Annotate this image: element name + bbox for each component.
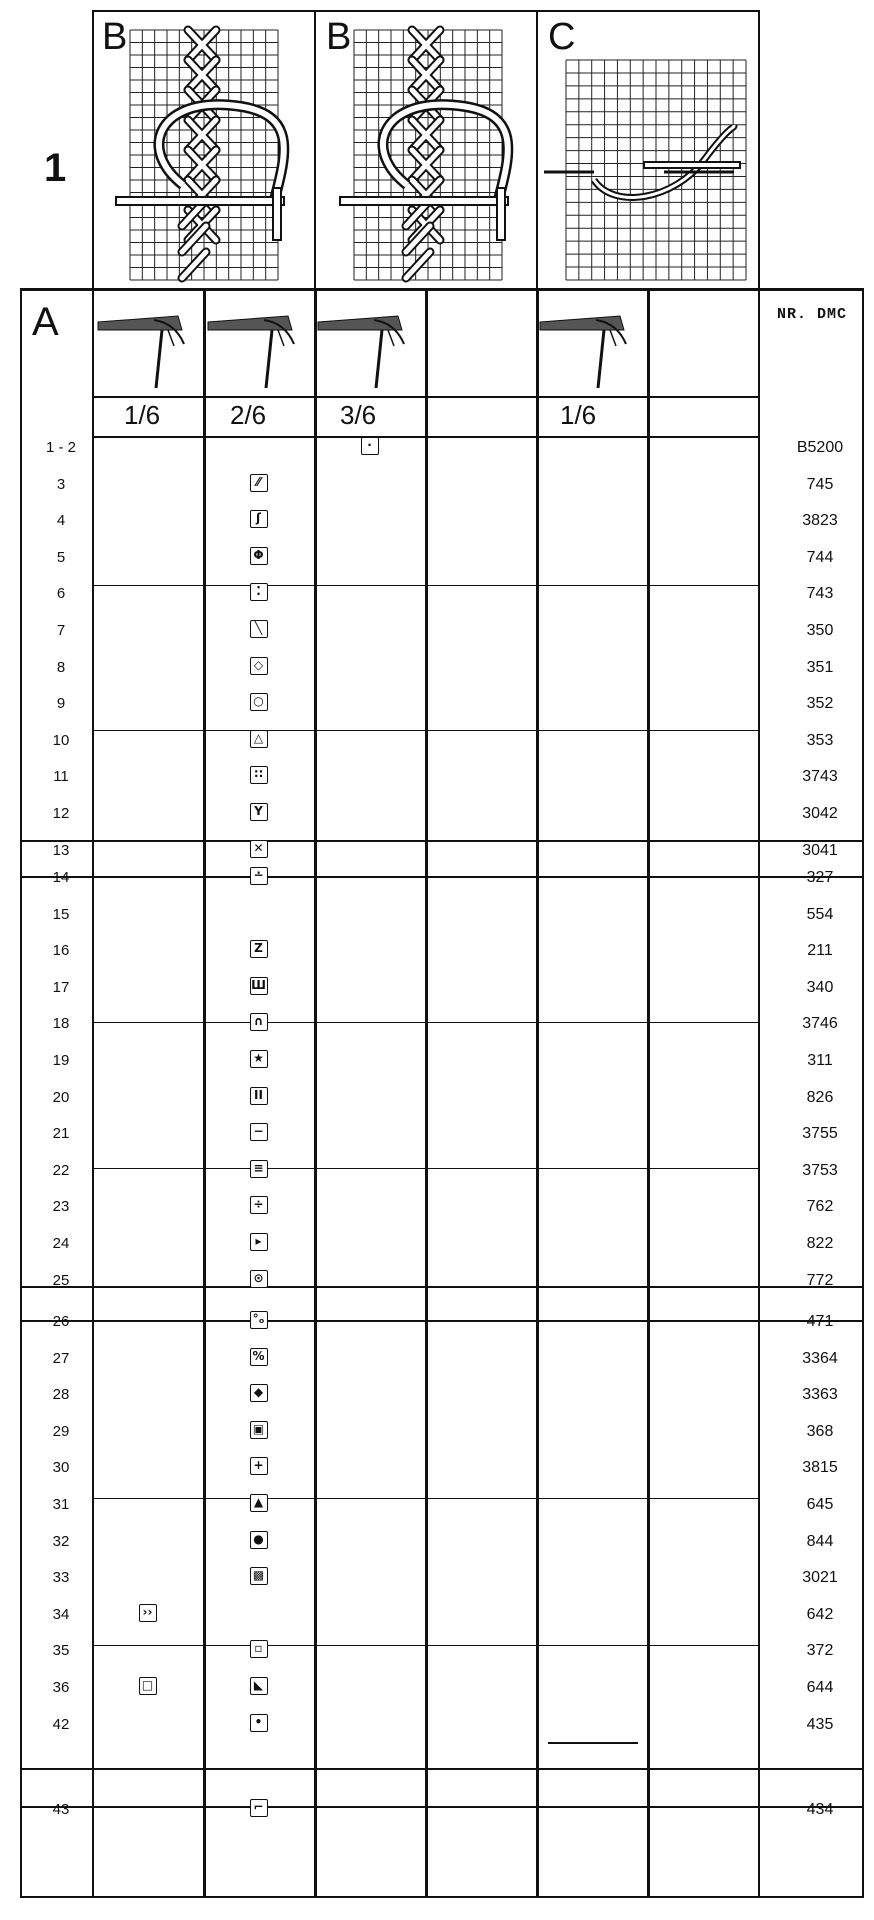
dmc-number: 822 (806, 1235, 834, 1252)
stitch-symbol: △ (250, 730, 268, 748)
row-number: 8 (56, 658, 66, 676)
row-number: 43 (52, 1801, 70, 1818)
row-number: 6 (56, 585, 66, 603)
dmc-number: 642 (806, 1605, 834, 1623)
grid-line (92, 436, 758, 438)
dmc-number: 434 (806, 1801, 834, 1818)
dmc-number: 744 (806, 548, 834, 566)
dmc-number: 3363 (802, 1386, 838, 1404)
dmc-column-header: NR. DMC (776, 306, 847, 323)
row-number: 30 (52, 1459, 70, 1477)
row-number: 14 (52, 869, 70, 886)
stitch-symbol: II (250, 1087, 268, 1105)
stitch-symbol: ╲ (250, 620, 268, 638)
grid-line (20, 288, 22, 1898)
cross-stitch-diagram-2 (340, 30, 508, 280)
row-number: 1 - 2 (45, 439, 76, 456)
dmc-number: 353 (806, 731, 834, 749)
row-number: 4 (56, 512, 66, 530)
stitch-symbol: ○ (250, 693, 268, 711)
stitch-symbol: ▲ (250, 1494, 268, 1512)
row-number: 18 (52, 1015, 70, 1033)
grid-line (536, 10, 538, 290)
grid-line (92, 288, 94, 1898)
row-number: 32 (52, 1532, 70, 1550)
grid-line (548, 1742, 638, 1744)
dmc-number: 3743 (802, 768, 838, 786)
dmc-number: 471 (806, 1313, 834, 1330)
stitch-symbol: ▩ (250, 1567, 268, 1585)
grid-line (536, 288, 539, 1898)
row-number: 7 (56, 622, 66, 639)
dmc-number: 745 (806, 475, 834, 493)
row-number: 29 (52, 1422, 70, 1440)
grid-line (314, 10, 316, 290)
grid-line (647, 288, 650, 1898)
row-number: 10 (52, 731, 70, 749)
strand-col-5: 1/6 (560, 400, 597, 430)
stitch-symbol: ÷ (250, 1196, 268, 1214)
row-number: 36 (52, 1679, 70, 1696)
section-label: A (32, 300, 59, 344)
stitch-symbol: • (250, 1714, 268, 1732)
row-number: 24 (52, 1235, 70, 1252)
grid-line (92, 1645, 758, 1646)
dmc-number: 368 (806, 1422, 834, 1440)
stitch-symbol: ʃ (250, 510, 268, 528)
needle-col-1 (98, 316, 184, 388)
diagram-1-label: B (102, 16, 128, 58)
row-number: 16 (52, 942, 70, 960)
dmc-number: 772 (806, 1271, 834, 1289)
row-number: 12 (52, 805, 70, 822)
grid-line (92, 1168, 758, 1169)
stitch-symbol: ⁄⁄ (250, 474, 268, 492)
dmc-number: 327 (806, 869, 834, 886)
dmc-number: 3746 (802, 1015, 838, 1033)
stitch-symbol: □ (139, 1677, 157, 1695)
stitch-symbol: Φ (250, 547, 268, 565)
grid-line (314, 288, 317, 1898)
stitch-symbol: ∷ (250, 766, 268, 784)
grid-line (92, 10, 94, 290)
dmc-number: 3823 (802, 512, 838, 530)
stitch-symbol: ∩ (250, 1013, 268, 1031)
dmc-number: 211 (807, 942, 833, 960)
stitch-symbol: Y (250, 803, 268, 821)
grid-line (758, 288, 760, 1898)
row-number: 34 (52, 1605, 70, 1623)
grid-line (20, 288, 862, 291)
dmc-number: 372 (806, 1642, 834, 1660)
stitch-symbol: ⁚ (250, 583, 268, 601)
strand-col-1: 1/6 (124, 400, 161, 430)
dmc-number: 3021 (802, 1569, 838, 1587)
stitch-symbol: Ш (250, 977, 268, 995)
grid-line (92, 1498, 758, 1499)
stitch-symbol: ◆ (250, 1384, 268, 1402)
row-number: 11 (53, 768, 69, 786)
stitch-symbol: ◣ (250, 1677, 268, 1695)
dmc-number: 844 (806, 1532, 834, 1550)
grid-line (20, 1286, 862, 1288)
dmc-number: 762 (806, 1198, 834, 1216)
page-number: 1 (44, 146, 67, 190)
stitch-symbol: ◇ (250, 657, 268, 675)
grid-line (20, 1768, 862, 1770)
cross-stitch-diagram-1 (116, 30, 284, 280)
grid-line (20, 1896, 862, 1898)
row-number: 27 (52, 1349, 70, 1367)
row-number: 3 (56, 475, 66, 493)
grid-line (20, 840, 862, 842)
grid-line (92, 585, 758, 586)
row-number: 21 (52, 1125, 70, 1143)
needle-col-2 (208, 316, 294, 388)
dmc-number: 3815 (802, 1459, 838, 1477)
row-number: 26 (52, 1313, 70, 1330)
row-number: 42 (52, 1715, 70, 1733)
dmc-number: 644 (806, 1679, 834, 1696)
grid-line (20, 1806, 862, 1808)
dmc-number: 743 (806, 585, 834, 603)
stitch-symbol: − (250, 1123, 268, 1141)
backstitch-diagram (544, 60, 746, 280)
dmc-number: 826 (806, 1088, 834, 1106)
dmc-number: 3364 (802, 1349, 838, 1367)
dmc-number: 3041 (802, 841, 838, 859)
needle-illustrations (0, 300, 874, 420)
stitch-symbol: ▸ (250, 1233, 268, 1251)
row-number: 15 (52, 905, 70, 923)
grid-line (92, 396, 758, 398)
row-number: 5 (56, 548, 66, 566)
diagram-3-label: C (548, 16, 576, 58)
row-number: 13 (52, 841, 70, 859)
dmc-number: 3042 (802, 805, 838, 822)
row-number: 9 (56, 695, 66, 713)
strand-col-2: 2/6 (230, 400, 267, 430)
diagram-2-label: B (326, 16, 352, 58)
row-number: 25 (52, 1271, 70, 1289)
needle-col-5 (540, 316, 626, 388)
dmc-number: 351 (806, 658, 834, 676)
row-number: 33 (52, 1569, 70, 1587)
stitch-symbol: Z (250, 940, 268, 958)
grid-line (425, 288, 428, 1898)
grid-line (758, 10, 760, 290)
stitch-symbol: ⌐ (250, 1799, 268, 1817)
row-number: 23 (52, 1198, 70, 1216)
dmc-number: 435 (806, 1715, 834, 1733)
grid-line (20, 1320, 862, 1322)
row-number: 31 (52, 1496, 70, 1513)
grid-line (92, 730, 758, 731)
grid-line (92, 1022, 758, 1023)
stitch-symbol: ›› (139, 1604, 157, 1622)
dmc-number: B5200 (796, 439, 844, 456)
dmc-number: 3753 (802, 1161, 838, 1179)
dmc-number: 340 (806, 978, 834, 996)
row-number: 17 (52, 978, 70, 996)
stitch-symbol: ⊙ (250, 1270, 268, 1288)
stitch-diagrams (0, 0, 874, 290)
stitch-symbol: °ₒ (250, 1311, 268, 1329)
stitch-symbol: ● (250, 1531, 268, 1549)
dmc-number: 350 (806, 622, 834, 639)
dmc-number: 352 (806, 695, 834, 713)
row-number: 28 (52, 1386, 70, 1404)
stitch-symbol: ≡ (250, 1160, 268, 1178)
dmc-number: 554 (806, 905, 834, 923)
row-number: 19 (52, 1052, 70, 1069)
stitch-symbol: ★ (250, 1050, 268, 1068)
dmc-number: 645 (806, 1496, 834, 1513)
stitch-symbol: · (361, 437, 379, 455)
stitch-symbol: ▣ (250, 1421, 268, 1439)
stitch-symbol: ✕ (250, 840, 268, 858)
grid-line (20, 876, 862, 878)
strand-col-3: 3/6 (340, 400, 377, 430)
row-number: 20 (52, 1088, 70, 1106)
stitch-symbol: ∸ (250, 867, 268, 885)
row-number: 22 (52, 1161, 70, 1179)
stitch-symbol: + (250, 1457, 268, 1475)
grid-line (92, 10, 760, 12)
dmc-number: 311 (807, 1052, 833, 1069)
needle-col-3 (318, 316, 404, 388)
stitch-symbol: % (250, 1348, 268, 1366)
stitch-symbol: ▫ (250, 1640, 268, 1658)
dmc-number: 3755 (802, 1125, 838, 1143)
row-number: 35 (52, 1642, 70, 1660)
grid-line (203, 288, 206, 1898)
